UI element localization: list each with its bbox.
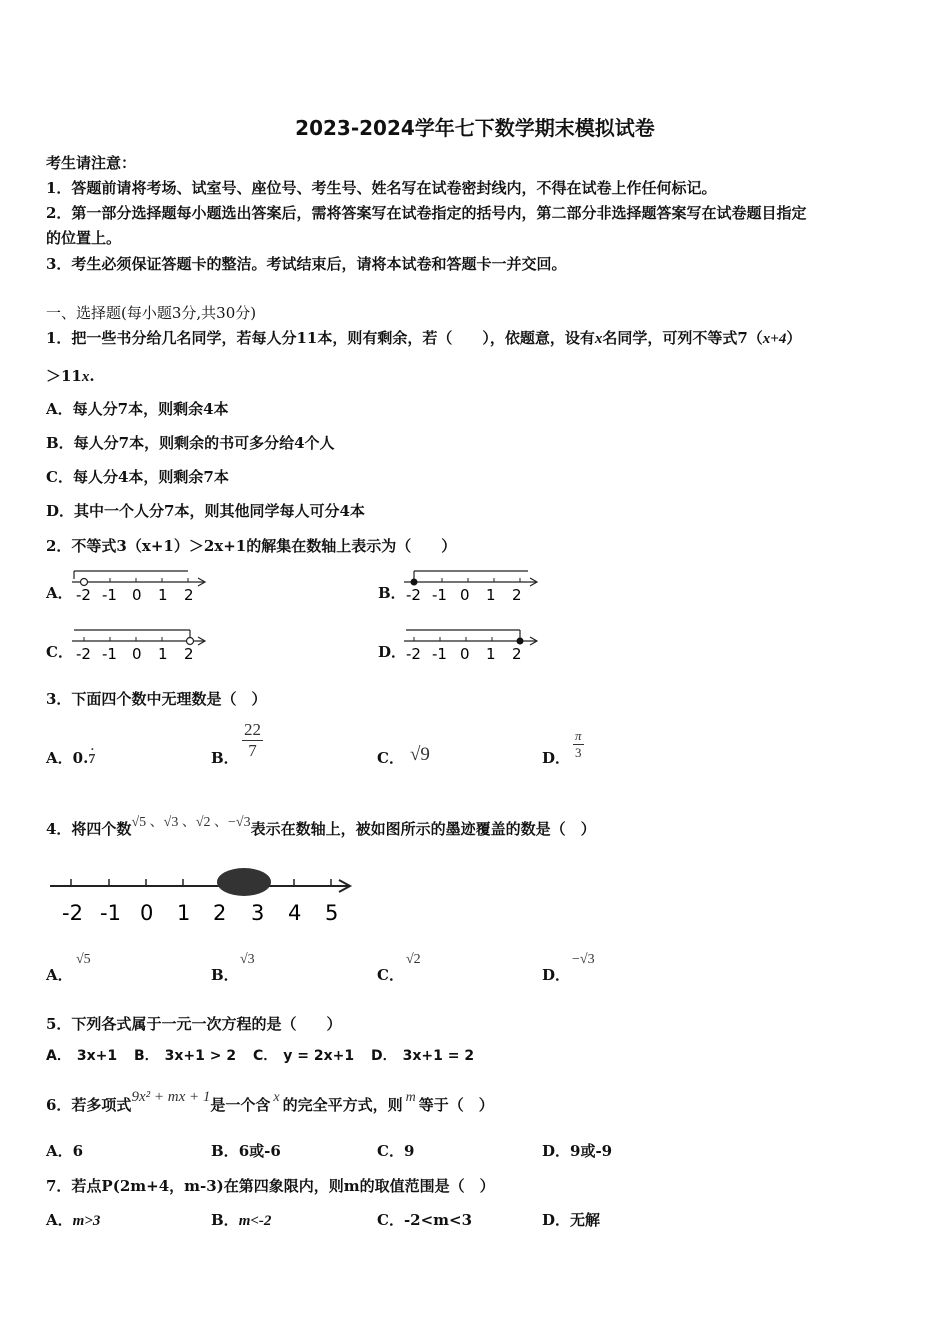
tick: 1 [158,586,168,604]
q7-option-c: C．-2<m<3 [377,1211,473,1229]
tick: 2 [512,586,522,604]
tick: 0 [460,645,470,663]
q3-a-val: 0. [72,749,89,767]
q6-text-a: 6．若多项式 [46,1096,132,1114]
q6-m: m [405,1090,416,1105]
notice-heading: 考生请注意： [46,154,137,172]
page-title: 2023-2024学年七下数学期末模拟试卷 [295,116,655,140]
q2-option-b-label: B． [378,584,406,602]
q5-b-val: 3x+1 > 2 [164,1048,237,1064]
notice-item-3: 3．考生必须保证答题卡的整洁。考试结束后，请将本试卷和答题卡一并交回。 [46,255,567,273]
q7-option-b: B．m<-2 [211,1211,272,1229]
question-1-line2 [46,365,95,386]
tick: 4 [288,901,302,925]
q6-var: x [273,1090,280,1105]
tick: -2 [406,586,421,604]
q3-a-repeat: · 7 [88,742,96,767]
q1-var: x [594,331,603,347]
q1-text-b: 名同学，可列不等式7（ [602,329,763,347]
tick: -1 [102,645,117,663]
q4-d-label: D． [542,966,571,984]
q5-c-val: y = 2x+1 [283,1048,355,1064]
q6-text-d: 等于（ ） [418,1096,494,1114]
q1-text-a: 1．把一些书分给几名同学，若每人分11本，则有剩余，若（ ），依题意，设有 [46,329,595,347]
question-2: 2．不等式3（x+1）＞2x+1的解集在数轴上表示为（ ） [46,537,457,555]
q4-text-a: 4．将四个数 [46,820,132,838]
q3-a-label: A． [46,749,73,767]
notice-item-2: 2．第一部分选择题每小题选出答案后，需将答案写在试卷指定的括号内，第二部分非选择题答案写在试卷题目指定 [46,204,807,222]
q1-option-c: C．每人分4本，则剩余7本 [46,468,229,486]
q4-a-val: √5 [76,952,91,967]
q4-c-label: C． [377,966,404,984]
tick: 2 [184,645,194,663]
q7-option-a: A．m>3 [46,1211,101,1229]
q4-text-b: 表示在数轴上，被如图所示的墨迹覆盖的数是（ ） [250,820,596,838]
q5-c-label: C． [252,1048,278,1064]
q4-b-label: B． [211,966,239,984]
q3-option-a [46,742,96,768]
tick: -1 [432,586,447,604]
q5-d-label: D． [371,1048,397,1064]
tick: -2 [76,586,91,604]
q3-b-label: B． [211,749,239,767]
q3-c-label: C． [377,749,404,767]
q2-option-d-label: D． [378,643,407,661]
tick: 0 [132,586,142,604]
q6-option-c: C．9 [377,1142,415,1160]
q4-a-label: A． [46,966,73,984]
question-6 [46,1089,494,1115]
q5-a-label: A． [46,1048,71,1064]
tick: -2 [76,645,91,663]
q3-b-fraction: $\frac{22}{7}$ [244,720,261,760]
q1-option-d: D．其中一个人分7本，则其他同学每人可分4本 [46,502,365,520]
q5-d-val: 3x+1 = 2 [402,1048,475,1064]
q7-option-d: D．无解 [542,1211,601,1229]
q6-option-b: B．6或-6 [211,1142,281,1160]
question-5: 5．下列各式属于一元一次方程的是（ ） [46,1015,342,1033]
q4-numbers: √5 、√3 、√2 、−√3 [131,815,251,830]
q4-b-val: √3 [240,952,255,967]
q1-option-b: B．每人分7本，则剩余的书可多分给4个人 [46,434,335,452]
q1-var2: x [81,369,90,385]
q5-options [46,1045,474,1065]
tick: 1 [486,645,496,663]
notice-item-2-cont: 的位置上。 [46,229,122,247]
q2-number-line-c [68,622,213,664]
q5-b-label: B． [133,1048,159,1064]
question-1-line1 [46,327,801,348]
question-3: 3．下面四个数中无理数是（ ） [46,690,267,708]
tick: 2 [213,901,227,925]
q2-option-a-label: A． [46,584,73,602]
tick: 3 [251,901,265,925]
tick: 1 [158,645,168,663]
q6-option-d: D．9或-9 [542,1142,613,1160]
notice-item-1: 1．答题前请将考场、试室号、座位号、考生号、姓名写在试卷密封线内，不得在试卷上作任何标记。 [46,179,717,197]
q2-number-line-a [68,563,213,605]
tick: -2 [62,901,83,925]
q1-gt: ＞11 [46,367,82,385]
q1-option-a: A．每人分7本，则剩余4本 [46,400,229,418]
q6-poly: 9x² + mx + 1 [131,1089,211,1105]
tick: -2 [406,645,421,663]
question-4 [46,815,596,839]
q6-text-b: 是一个含 [210,1096,271,1114]
tick: -1 [432,645,447,663]
tick: 0 [460,586,470,604]
q6-option-a: A．6 [46,1142,84,1160]
q5-a-val: 3x+1 [76,1048,118,1064]
tick: 2 [184,586,194,604]
tick: 0 [140,901,154,925]
q3-d-label: D． [542,749,571,767]
tick: -1 [100,901,121,925]
q3-c-val: √9 [410,744,430,765]
q3-d-fraction: $\frac{\pi}{3}$ [575,728,582,760]
q2-number-line-d [400,622,545,664]
q2-option-c-label: C． [46,643,73,661]
ink-blot [217,868,271,896]
q4-d-val: −√3 [572,952,595,967]
tick: -1 [102,586,117,604]
q6-text-c: 的完全平方式，则 [282,1096,403,1114]
q1-text-c: ） [786,329,802,347]
question-7: 7．若点P(2m+4，m-3)在第四象限内，则m的取值范围是（ ） [46,1177,495,1195]
tick: 0 [132,645,142,663]
tick: 5 [325,901,339,925]
section-heading: 一、选择题(每小题3分,共30分) [46,304,257,322]
q4-c-val: √2 [406,952,421,967]
tick: 2 [512,645,522,663]
tick: 1 [486,586,496,604]
q2-number-line-b [400,563,545,605]
tick: 1 [177,901,191,925]
q1-expr: x+4 [762,331,787,347]
q1-end: . [89,367,95,385]
q4-number-line [48,862,358,928]
